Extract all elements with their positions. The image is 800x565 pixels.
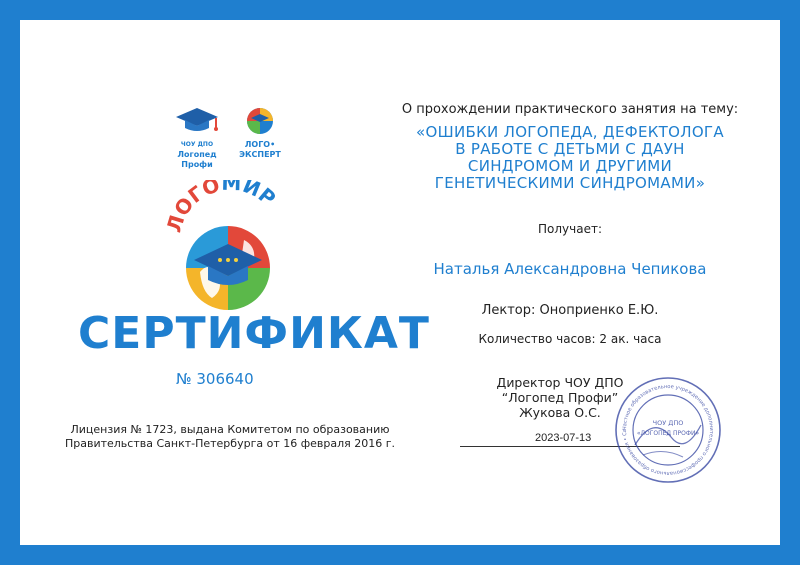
topic-intro: О прохождении практического занятия на тему: [401,102,739,117]
graduation-cap-icon [172,104,222,136]
director-signature-block: Директор ЧОУ ДПО “Логопед Профи” Жукова О.С. [496,375,624,420]
logomir-part1: ЛОГО [161,180,223,236]
logo-expert-label: ЛОГО• ЭКСПЕРТ [239,140,281,159]
globe-emblem-icon [186,226,270,310]
certificate-title: СЕРТИФИКАТ [78,308,430,359]
lecturer: Лектор: Оноприенко Е.Ю. [481,303,659,318]
certificate-sheet [20,20,780,545]
stamp-center-line1: ЧОУ ДПО [652,419,684,427]
issue-date: 2023-07-13 [535,432,592,444]
logoped-profi-label: Логопед Профи [177,150,217,169]
official-stamp [613,375,723,485]
certificate-number: № 306640 [176,370,254,388]
globe-icon [236,104,284,136]
stamp-center-line2: «ЛОГОПЕД ПРОФИ» [636,430,700,437]
logoped-profi-logo [172,104,222,169]
stamp-ring-text: Частное образовательное учреждение дополнительного профессионального образования • Са [621,383,715,477]
logomir-logo [158,180,298,320]
recipient-name: Наталья Александровна Чепикова [433,260,707,278]
logo-expert-logo [236,104,284,166]
logomir-part2: МИР [221,180,281,211]
recipient-label: Получает: [538,222,602,236]
hours: Количество часов: 2 ак. часа [478,332,662,346]
license-text: Лицензия № 1723, выдана Комитетом по образованию Правительства Санкт-Петербурга от 16 февраля 2016 г. [64,423,396,450]
chou-dpo-label: ЧОУ ДПО [180,141,214,148]
topic-title: «ОШИБКИ ЛОГОПЕДА, ДЕФЕКТОЛОГА В РАБОТЕ С ДЕТЬМИ С ДАУН СИНДРОМОМ И ДРУГИМИ ГЕНЕТИЧЕСКИМИ СИНДРОМАМИ» [416,123,724,192]
